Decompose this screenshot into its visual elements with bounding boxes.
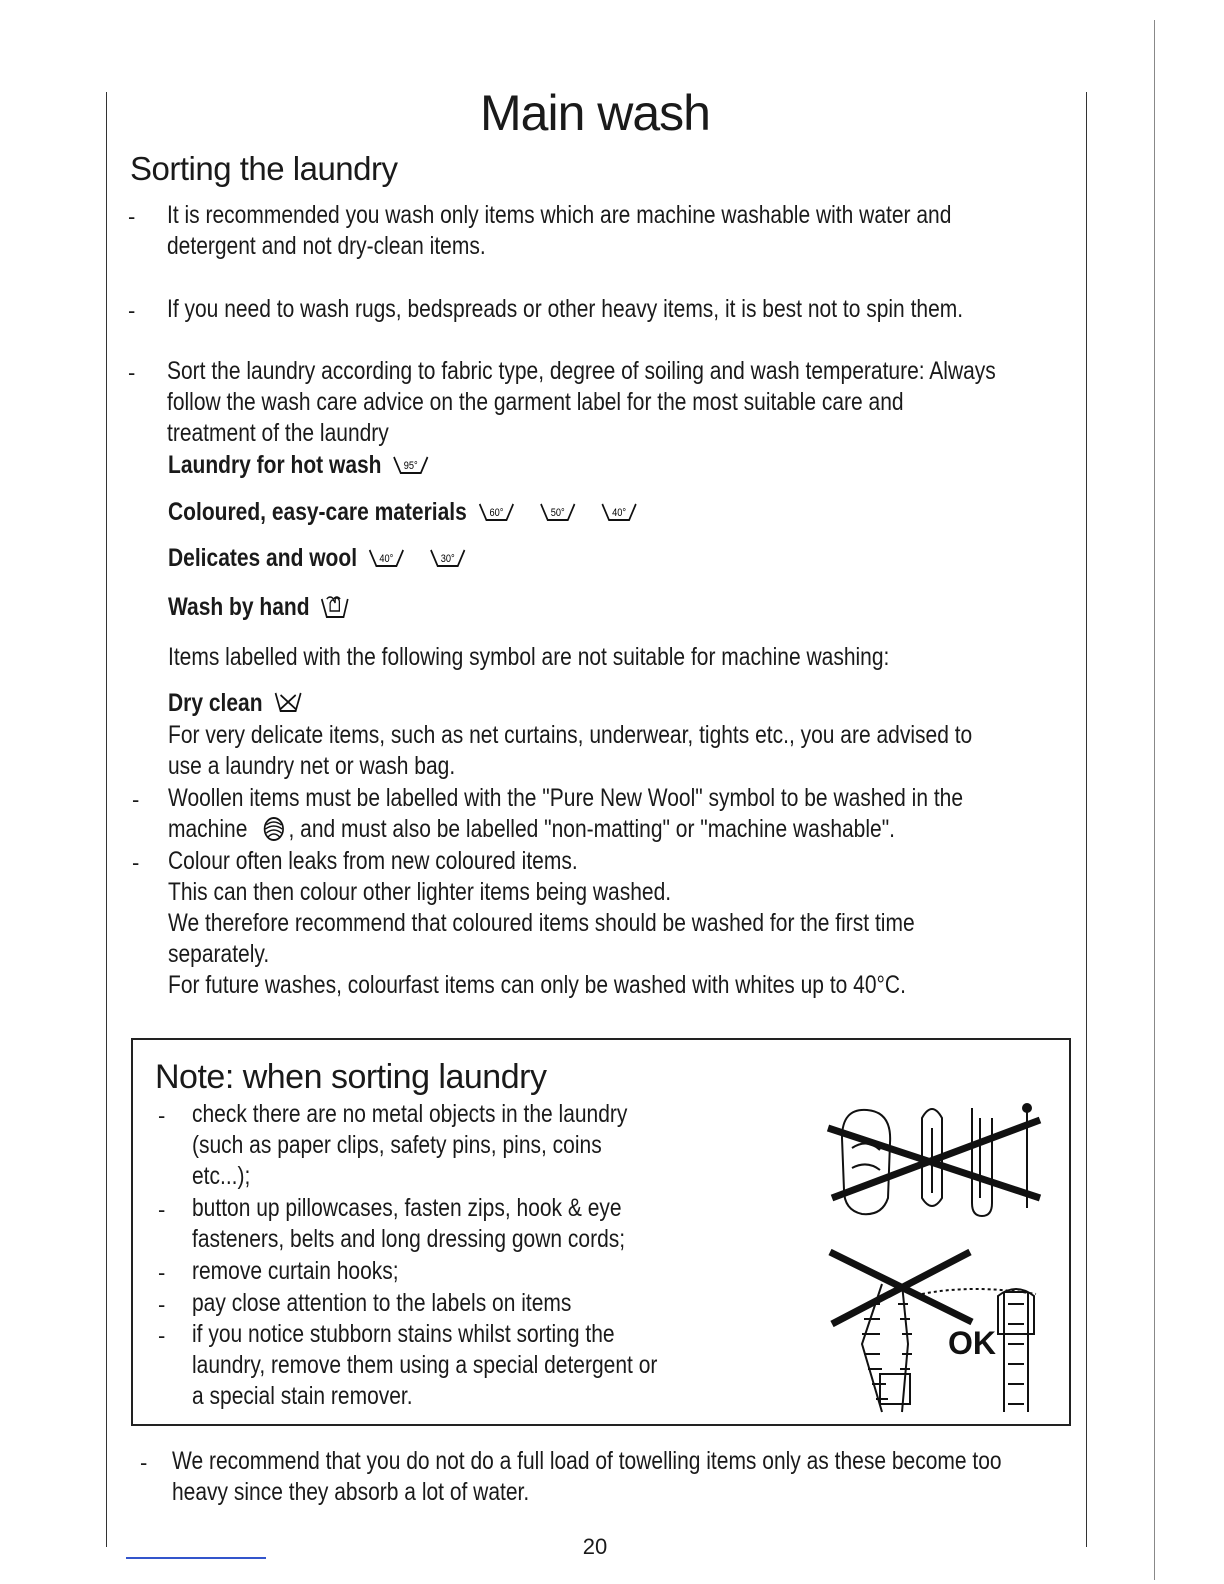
note-item-fasten bbox=[192, 1193, 708, 1255]
cross-out-mark bbox=[830, 1252, 972, 1324]
category-dry-clean bbox=[168, 688, 328, 719]
category-label: Delicates and wool bbox=[168, 544, 358, 572]
text-line: For very delicate items, such as net curtains, underwear, tights etc., you are advised to bbox=[168, 721, 973, 749]
bullet-machine-washable bbox=[167, 200, 1101, 262]
curtain-hook-icon bbox=[972, 1108, 992, 1216]
category-label: Dry clean bbox=[168, 689, 263, 717]
text-line: (such as paper clips, safety pins, pins, coins bbox=[192, 1131, 602, 1159]
hand-wash-icon bbox=[320, 591, 349, 619]
wash-40-icon bbox=[600, 500, 637, 522]
category-label: Coloured, easy-care materials bbox=[168, 498, 467, 526]
left-margin-line bbox=[106, 92, 107, 1547]
bullet-colour bbox=[168, 846, 1057, 1001]
bullet-dash: - bbox=[158, 1323, 166, 1348]
text-line: fasteners, belts and long dressing gown cords; bbox=[192, 1225, 626, 1253]
temp-label: 30° bbox=[440, 553, 455, 566]
temp-label: 60° bbox=[489, 507, 504, 520]
bullet-dash: - bbox=[158, 1197, 166, 1222]
category-label: Wash by hand bbox=[168, 593, 310, 621]
page-edge-line bbox=[1154, 20, 1155, 1580]
bullet-towelling bbox=[172, 1446, 1160, 1508]
wash-50-icon bbox=[539, 500, 576, 522]
note-title: Note: when sorting laundry bbox=[155, 1058, 547, 1096]
bullet-dash: - bbox=[132, 850, 140, 875]
bullet-heavy-items bbox=[167, 294, 1115, 325]
bullet-dash: - bbox=[140, 1450, 148, 1475]
category-hand-wash bbox=[168, 591, 383, 623]
text-line: Colour often leaks from new coloured items. bbox=[168, 847, 578, 875]
text-line: We therefore recommend that coloured items should be washed for the first time bbox=[168, 909, 915, 937]
text-line: If you need to wash rugs, bedspreads or other heavy items, it is best not to spin them. bbox=[167, 295, 964, 323]
category-coloured bbox=[168, 497, 727, 528]
wash-30-icon bbox=[429, 546, 466, 568]
not-suitable-text bbox=[168, 642, 1027, 673]
text-line: Items labelled with the following symbol are not suitable for machine washing: bbox=[168, 643, 890, 671]
zip-illustration bbox=[822, 1244, 1044, 1416]
section-heading: Sorting the laundry bbox=[130, 150, 398, 187]
text-line: laundry, remove them using a special detergent or bbox=[192, 1351, 658, 1379]
note-item-hooks bbox=[192, 1256, 438, 1287]
temp-label: 95° bbox=[403, 460, 418, 473]
ok-label: OK bbox=[948, 1325, 996, 1361]
category-delicates bbox=[168, 543, 523, 574]
text-line: button up pillowcases, fasten zips, hook & eye bbox=[192, 1194, 622, 1222]
text-line: Woollen items must be labelled with the "Pure New Wool" symbol to be washed in the bbox=[168, 784, 964, 812]
page-number: 20 bbox=[582, 1534, 608, 1559]
text-line: It is recommended you wash only items which are machine washable with water and bbox=[167, 201, 952, 229]
wash-95-icon bbox=[392, 453, 429, 475]
note-item-labels bbox=[192, 1288, 644, 1319]
text-line: treatment of the laundry bbox=[167, 419, 389, 447]
bullet-wool bbox=[168, 783, 1114, 845]
bullet-sort-laundry bbox=[167, 356, 1154, 449]
text-line: We recommend that you do not do a full load of towelling items only as these become too bbox=[172, 1447, 1002, 1475]
metal-objects-crossed-illustration bbox=[822, 1098, 1044, 1224]
text-line: pay close attention to the labels on items bbox=[192, 1289, 572, 1317]
bullet-dash: - bbox=[128, 360, 136, 385]
note-item-stains bbox=[192, 1319, 746, 1412]
text-line: machine bbox=[168, 815, 248, 843]
text-line: remove curtain hooks; bbox=[192, 1257, 399, 1285]
bullet-dash: - bbox=[128, 298, 136, 323]
bullet-dash: - bbox=[158, 1260, 166, 1285]
text-line: heavy since they absorb a lot of water. bbox=[172, 1478, 530, 1506]
text-line: , and must also be labelled "non-matting" or "machine washable". bbox=[288, 815, 895, 843]
temp-label: 40° bbox=[379, 553, 394, 566]
note-item-metal bbox=[192, 1099, 710, 1192]
bullet-dash: - bbox=[132, 787, 140, 812]
pure-new-wool-icon bbox=[262, 816, 287, 842]
temp-label: 50° bbox=[550, 507, 565, 520]
footer-rule bbox=[126, 1557, 266, 1559]
delicate-advice bbox=[168, 720, 1125, 782]
wash-60-icon bbox=[478, 500, 515, 522]
text-line: separately. bbox=[168, 940, 270, 968]
page-title: Main wash bbox=[480, 85, 710, 141]
category-label: Laundry for hot wash bbox=[168, 451, 382, 479]
text-line: follow the wash care advice on the garment label for the most suitable care and bbox=[167, 388, 904, 416]
wash-40-icon bbox=[368, 546, 405, 568]
bullet-dash: - bbox=[158, 1292, 166, 1317]
temp-label: 40° bbox=[611, 507, 626, 520]
text-line: check there are no metal objects in the laundry bbox=[192, 1100, 628, 1128]
bullet-dash: - bbox=[128, 204, 136, 229]
text-line: detergent and not dry-clean items. bbox=[167, 232, 486, 260]
text-line: if you notice stubborn stains whilst sorting the bbox=[192, 1320, 615, 1348]
text-line: use a laundry net or wash bag. bbox=[168, 752, 456, 780]
text-line: For future washes, colourfast items can only be washed with whites up to 40°C. bbox=[168, 971, 906, 999]
text-line: Sort the laundry according to fabric type, degree of soiling and wash temperature: Always bbox=[167, 357, 996, 385]
category-hot-wash bbox=[168, 450, 479, 481]
text-line: etc...); bbox=[192, 1162, 251, 1190]
paper-clip-icon bbox=[842, 1110, 890, 1214]
dry-clean-prohibited-icon bbox=[273, 689, 302, 713]
bullet-dash: - bbox=[158, 1103, 166, 1128]
closed-zip-icon bbox=[1004, 1292, 1028, 1412]
text-line: This can then colour other lighter items being washed. bbox=[168, 878, 672, 906]
text-line: a special stain remover. bbox=[192, 1382, 413, 1410]
cross-out-mark bbox=[828, 1120, 1040, 1198]
